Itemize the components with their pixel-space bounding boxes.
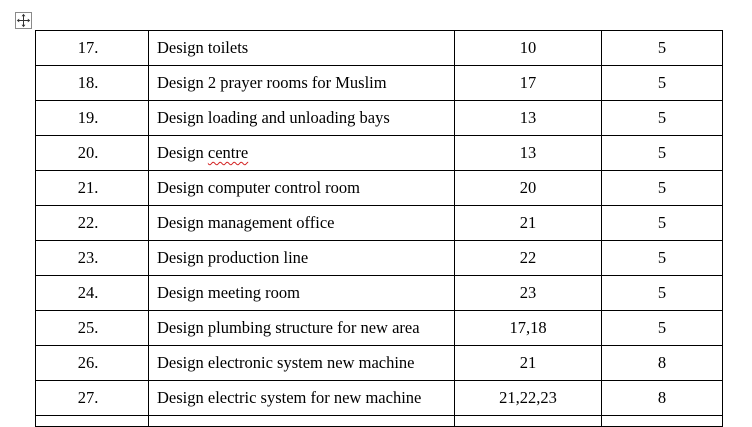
task-name-cell[interactable] bbox=[149, 66, 455, 101]
task-name-cell[interactable] bbox=[149, 136, 455, 171]
predecessors-cell[interactable]: 20 bbox=[455, 171, 602, 206]
row-number-cell[interactable]: 25. bbox=[36, 311, 149, 346]
task-name-cell[interactable] bbox=[149, 346, 455, 381]
task-name-text: Design loading and unloading bays bbox=[157, 108, 390, 127]
predecessors-cell[interactable]: 21,22,23 bbox=[455, 381, 602, 416]
duration-cell[interactable]: 8 bbox=[602, 346, 723, 381]
duration-cell[interactable]: 5 bbox=[602, 311, 723, 346]
task-name-text: Design production line bbox=[157, 248, 309, 267]
task-name-cell[interactable] bbox=[149, 381, 455, 416]
task-name-cell[interactable] bbox=[149, 241, 455, 276]
spellcheck-flagged-word[interactable]: centre bbox=[207, 143, 249, 162]
task-name-text: Design plumbing structure for new area bbox=[157, 318, 420, 337]
table-row bbox=[36, 171, 723, 206]
row-number-cell[interactable]: 20. bbox=[36, 136, 149, 171]
task-name-text: Design electric system for new machine bbox=[157, 388, 422, 407]
task-name-cell[interactable] bbox=[149, 101, 455, 136]
task-name-cell[interactable] bbox=[149, 416, 455, 427]
row-number-cell[interactable]: 22. bbox=[36, 206, 149, 241]
predecessors-cell[interactable]: 10 bbox=[455, 31, 602, 66]
duration-cell[interactable] bbox=[602, 416, 723, 427]
table-row bbox=[36, 311, 723, 346]
predecessors-cell[interactable]: 13 bbox=[455, 101, 602, 136]
task-table-body bbox=[36, 31, 723, 427]
task-name-cell[interactable] bbox=[149, 311, 455, 346]
table-row bbox=[36, 276, 723, 311]
table-row bbox=[36, 381, 723, 416]
row-number-cell[interactable]: 24. bbox=[36, 276, 149, 311]
duration-cell[interactable]: 5 bbox=[602, 206, 723, 241]
duration-cell[interactable]: 5 bbox=[602, 136, 723, 171]
predecessors-cell[interactable]: 17,18 bbox=[455, 311, 602, 346]
predecessors-cell[interactable]: 21 bbox=[455, 206, 602, 241]
predecessors-cell[interactable]: 23 bbox=[455, 276, 602, 311]
table-row bbox=[36, 101, 723, 136]
predecessors-cell[interactable]: 17 bbox=[455, 66, 602, 101]
task-name-text: Design computer control room bbox=[157, 178, 360, 197]
predecessors-cell[interactable]: 21 bbox=[455, 346, 602, 381]
duration-cell[interactable]: 5 bbox=[602, 171, 723, 206]
duration-cell[interactable]: 5 bbox=[602, 241, 723, 276]
predecessors-cell[interactable]: 22 bbox=[455, 241, 602, 276]
predecessors-cell[interactable]: 13 bbox=[455, 136, 602, 171]
duration-cell[interactable]: 5 bbox=[602, 66, 723, 101]
task-name-text: Design meeting room bbox=[157, 283, 300, 302]
task-name-cell[interactable] bbox=[149, 171, 455, 206]
task-name-text: Design electronic system new machine bbox=[157, 353, 415, 372]
task-name-text: Design bbox=[157, 143, 208, 162]
row-number-cell[interactable]: 27. bbox=[36, 381, 149, 416]
task-name-text: Design toilets bbox=[157, 38, 249, 57]
table-row bbox=[36, 136, 723, 171]
table-row bbox=[36, 241, 723, 276]
row-number-cell[interactable]: 23. bbox=[36, 241, 149, 276]
task-table bbox=[35, 30, 723, 427]
row-number-cell[interactable]: 17. bbox=[36, 31, 149, 66]
table-row bbox=[36, 66, 723, 101]
task-name-cell[interactable] bbox=[149, 31, 455, 66]
task-name-cell[interactable] bbox=[149, 276, 455, 311]
duration-cell[interactable]: 5 bbox=[602, 31, 723, 66]
predecessors-cell[interactable] bbox=[455, 416, 602, 427]
task-name-text: Design management office bbox=[157, 213, 335, 232]
task-name-text: Design 2 prayer rooms for Muslim bbox=[157, 73, 387, 92]
table-row bbox=[36, 346, 723, 381]
table-row bbox=[36, 206, 723, 241]
task-name-cell[interactable] bbox=[149, 206, 455, 241]
table-row bbox=[36, 31, 723, 66]
row-number-cell[interactable]: 19. bbox=[36, 101, 149, 136]
table-move-handle-icon[interactable] bbox=[15, 12, 32, 29]
table-row bbox=[36, 416, 723, 427]
row-number-cell[interactable] bbox=[36, 416, 149, 427]
duration-cell[interactable]: 8 bbox=[602, 381, 723, 416]
row-number-cell[interactable]: 21. bbox=[36, 171, 149, 206]
row-number-cell[interactable]: 26. bbox=[36, 346, 149, 381]
row-number-cell[interactable]: 18. bbox=[36, 66, 149, 101]
four-arrow-move-icon bbox=[16, 13, 31, 28]
duration-cell[interactable]: 5 bbox=[602, 101, 723, 136]
duration-cell[interactable]: 5 bbox=[602, 276, 723, 311]
